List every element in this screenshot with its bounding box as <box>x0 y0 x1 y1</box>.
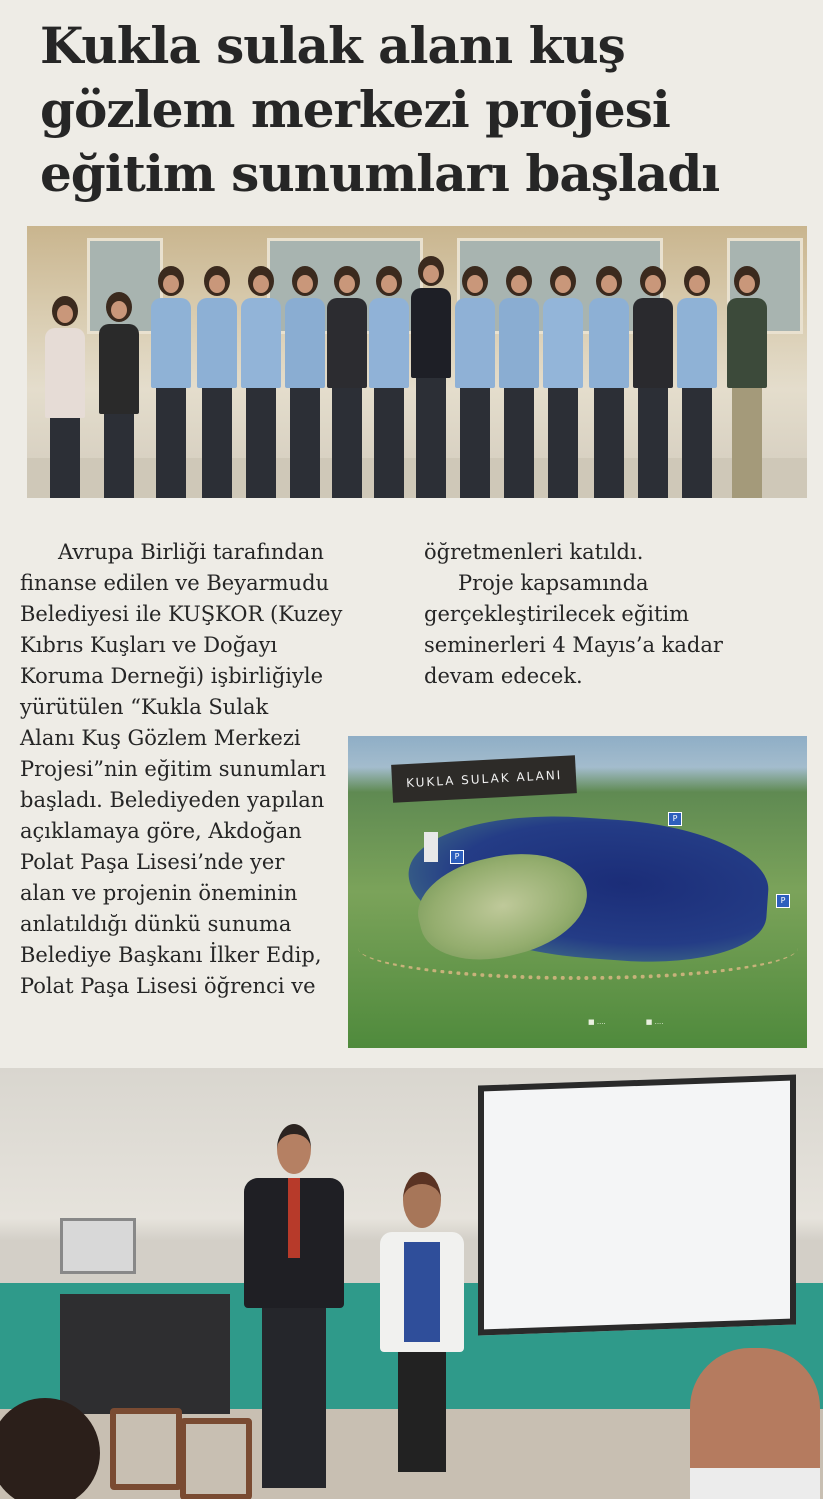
text-line: Proje kapsamında <box>458 571 649 595</box>
text-line: finanse edilen ve Beyarmudu <box>20 571 330 595</box>
article-column-right <box>424 537 723 692</box>
text-line: yürütülen “Kukla Sulak <box>20 695 269 719</box>
article-column-left <box>20 537 342 1002</box>
text-line: Polat Paşa Lisesi öğrenci ve <box>20 974 316 998</box>
text-line: açıklamaya göre, Akdoğan <box>20 819 302 843</box>
article-headline: Kukla sulak alanı kuş gözlem merkezi projesi eğitim sunumları başladı <box>40 16 720 203</box>
text-line: Kıbrıs Kuşları ve Doğayı <box>20 633 278 657</box>
presenter-woman <box>380 1172 464 1472</box>
parking-marker-icon: P <box>668 812 682 826</box>
presenter-man <box>244 1124 344 1484</box>
map-title-sign: KUKLA SULAK ALANI <box>391 755 577 803</box>
text-line: devam edecek. <box>424 664 583 688</box>
map-legend: ■ .... ■ .... <box>588 1018 664 1026</box>
text-line: gerçekleştirilecek eğitim <box>424 602 690 626</box>
text-line: anlatıldığı dünkü sunuma <box>20 912 292 936</box>
group-photo <box>27 226 807 498</box>
text-line: Koruma Derneği) işbirliğiyle <box>20 664 324 688</box>
wetland-map-image <box>348 736 807 1048</box>
watchtower-icon <box>424 832 438 862</box>
text-line: Avrupa Birliği tarafından <box>58 540 324 564</box>
parking-marker-icon: P <box>776 894 790 908</box>
text-line: başladı. Belediyeden yapılan <box>20 788 325 812</box>
text-line: Belediye Başkanı İlker Edip, <box>20 943 322 967</box>
text-line: seminerleri 4 Mayıs’a kadar <box>424 633 723 657</box>
text-line: Polat Paşa Lisesi’nde yer <box>20 850 285 874</box>
parking-marker-icon: P <box>450 850 464 864</box>
text-line: Alanı Kuş Gözlem Merkezi <box>20 726 301 750</box>
text-line: alan ve projenin öneminin <box>20 881 298 905</box>
text-line: öğretmenleri katıldı. <box>424 540 644 564</box>
classroom-photo <box>0 1068 823 1499</box>
text-line: Projesi”nin eğitim sunumları <box>20 757 327 781</box>
text-line: Belediyesi ile KUŞKOR (Kuzey <box>20 602 343 626</box>
walking-path <box>358 916 798 980</box>
whiteboard <box>478 1074 796 1335</box>
